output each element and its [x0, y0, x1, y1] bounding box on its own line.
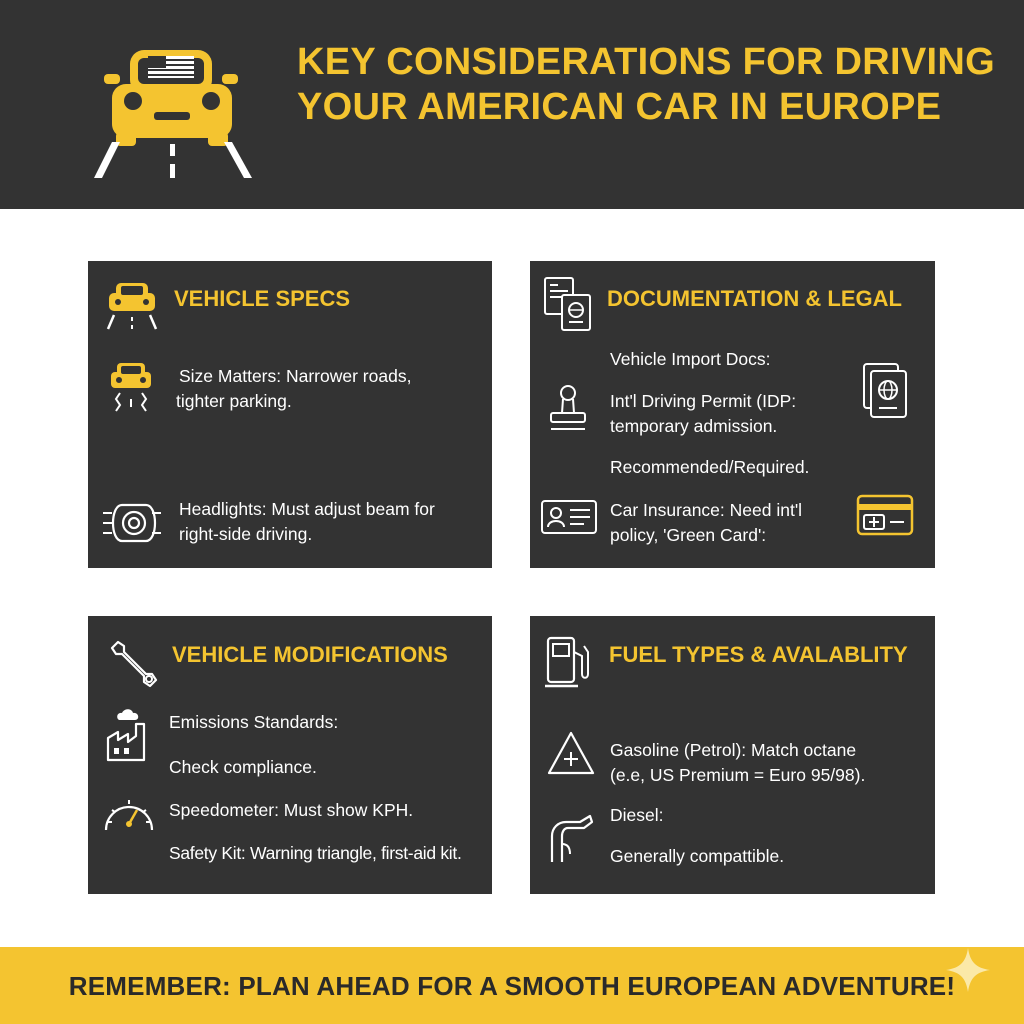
vehicle-modifications-title: VEHICLE MODIFICATIONS — [172, 642, 448, 667]
docs-line-1: Vehicle Import Docs: — [610, 349, 771, 369]
wrench-icon — [106, 636, 158, 688]
factory-emissions-icon — [104, 708, 150, 762]
documents-icon — [542, 275, 594, 333]
docs-line-5: Car Insurance: Need int'l — [610, 500, 803, 520]
warning-triangle-icon — [546, 730, 596, 776]
stamp-icon — [548, 383, 588, 433]
documentation-legal-title: DOCUMENTATION & LEGAL — [607, 286, 902, 311]
footer-message: REMEMBER: PLAN AHEAD FOR A SMOOTH EUROPEAN ADVENTURE! — [68, 971, 956, 1001]
mods-line-1: Emissions Standards: — [169, 712, 339, 732]
header-banner — [0, 0, 1024, 209]
docs-line-2: Int'l Driving Permit (IDP: — [610, 391, 797, 411]
vehicle-modifications-panel — [88, 616, 492, 894]
footer-banner — [0, 947, 1024, 1024]
speedometer-icon — [102, 792, 156, 834]
fuel-line-2: (e.e, US Premium = Euro 95/98). — [610, 765, 866, 785]
docs-line-3: temporary admission. — [610, 416, 778, 436]
size-matters-line-1: Size Matters: Narrower roads, — [179, 366, 412, 386]
insurance-card-icon — [856, 493, 914, 537]
car-narrow-road-icon — [108, 361, 154, 413]
vehicle-specs-panel — [88, 261, 492, 568]
sparkle-icon — [942, 944, 994, 996]
fuel-types-title: FUEL TYPES & AVALABLITY — [609, 642, 908, 667]
car-road-flag-icon — [92, 44, 254, 180]
vehicle-specs-title: VEHICLE SPECS — [174, 286, 351, 311]
fuel-line-4: Generally compattible. — [610, 846, 785, 866]
headlights-line-1: Headlights: Must adjust beam for — [179, 499, 435, 519]
documentation-legal-panel — [530, 261, 935, 568]
passport-icon — [862, 361, 908, 419]
id-card-icon — [540, 499, 598, 535]
mods-line-3: Speedometer: Must show KPH. — [169, 800, 414, 820]
fuel-line-1: Gasoline (Petrol): Match octane — [610, 740, 857, 760]
docs-line-6: policy, 'Green Card': — [610, 525, 767, 545]
fuel-line-3: Diesel: — [610, 805, 664, 825]
fuel-pump-icon — [544, 634, 592, 690]
mods-line-2: Check compliance. — [169, 757, 317, 777]
headlight-icon — [102, 501, 162, 545]
car-road-icon — [104, 279, 160, 331]
page-title: KEY CONSIDERATIONS FOR DRIVING YOUR AMERICAN CAR IN EUROPE — [297, 41, 995, 128]
fuel-types-panel — [530, 616, 935, 894]
size-matters-line-2: tighter parking. — [176, 391, 292, 411]
mods-line-4: Safety Kit: Warning triangle, first-aid kit. — [169, 843, 462, 863]
fuel-nozzle-icon — [546, 814, 594, 864]
docs-line-4: Recommended/Required. — [610, 457, 810, 477]
headlights-line-2: right-side driving. — [179, 524, 313, 544]
